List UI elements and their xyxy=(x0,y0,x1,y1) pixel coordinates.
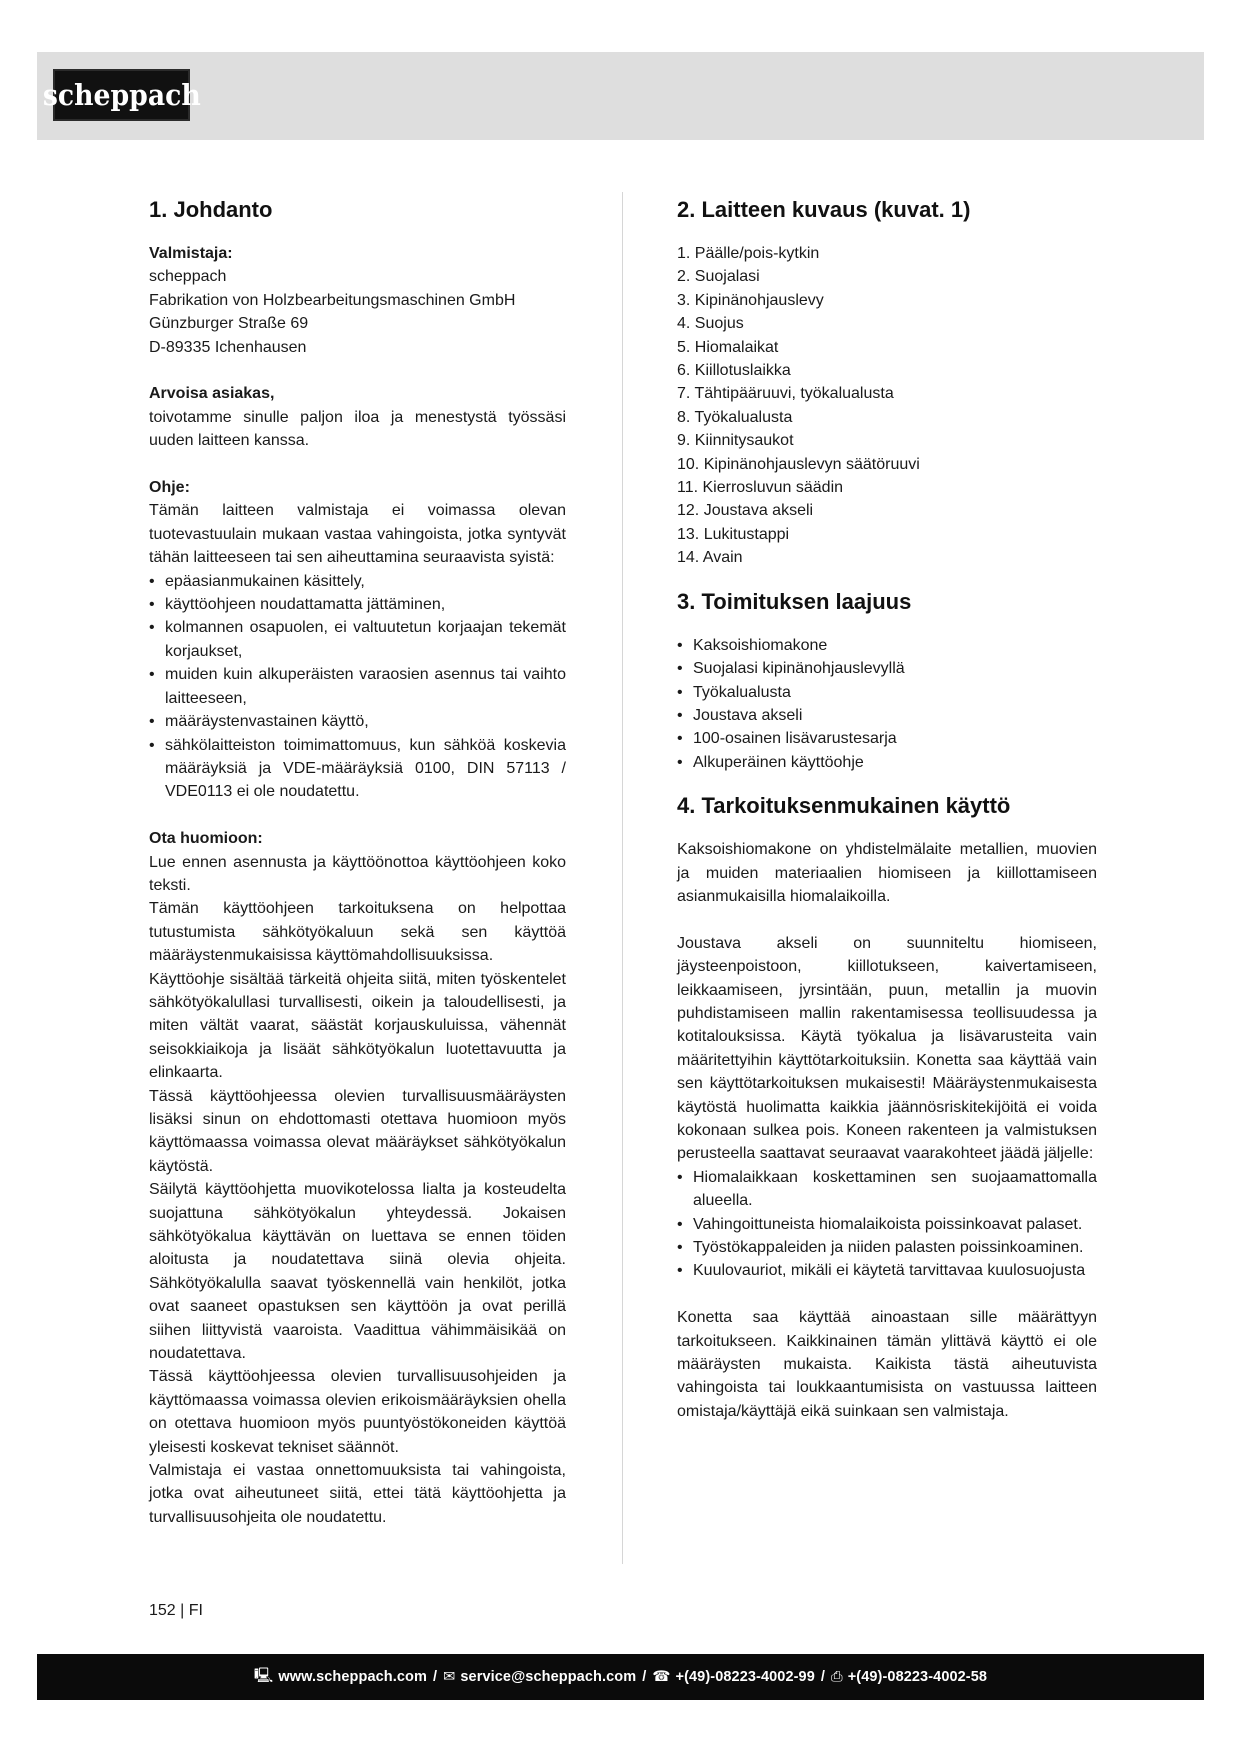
part-item: 5. Hiomalaikat xyxy=(677,338,779,356)
phone-number: +(49)-08223-4002-99 xyxy=(675,1669,815,1685)
attention-paragraph: Tässä käyttöohjeessa olevien turvallisuusmääräysten lisäksi sinun on ehdottomasti otettava huomioon myös käyttömaassa voimassa olevat määräykset sähkötyökalun käytöstä. xyxy=(149,1087,566,1175)
attention-label: Ota huomioon: xyxy=(149,830,263,848)
manufacturer-line: D-89335 Ichenhausen xyxy=(149,338,307,356)
part-item: 11. Kierrosluvun säädin xyxy=(677,479,844,497)
page-header xyxy=(37,52,1204,140)
part-item: 14. Avain xyxy=(677,549,743,567)
page-number: 152 | FI xyxy=(149,1602,203,1619)
logo-text: scheppach xyxy=(42,78,201,112)
part-item: 13. Lukitustappi xyxy=(677,525,790,543)
attention-paragraph: Säilytä käyttöohjetta muovikotelossa lialta ja kosteudelta suojattuna sähkötyökalun yhteydessä. Jokaisen sähkötyökalua käyttävän on luettava se ennen töiden aloitusta ja noudatettava siinä olevia ohjeita. Sähkötyökalulla saavat työskennellä vain henkilöt, jotka ovat saaneet opastuksen sen käyttöön ja ovat perillä siihen liittyvistä vaaroista. Vaadittua vähimmäisikää on noudatettava. xyxy=(149,1181,566,1363)
phone-icon: ☎ xyxy=(652,1669,671,1685)
list-item: • 100-osainen lisävarustesarja xyxy=(677,727,1097,750)
website-link[interactable]: www.scheppach.com xyxy=(278,1669,427,1685)
list-item: • Työkalualusta xyxy=(677,681,1097,704)
risk-list xyxy=(677,1166,1097,1283)
part-item: 4. Suojus xyxy=(677,315,744,333)
section-1-title: 1. Johdanto xyxy=(149,197,273,222)
manufacturer-line: Günzburger Straße 69 xyxy=(149,315,309,333)
attention-paragraph: Käyttöohje sisältää tärkeitä ohjeita siitä, miten työskentelet sähkötyökalullasi turvallisesti, oikein ja taloudellisesti, ja miten vältät vaarat, säästät korjauskuluissa, vähennät seisokkiaikoja ja lisäät sähkötyökalun luotettavuutta ja elinkaarta. xyxy=(149,970,566,1082)
attention-paragraph: Lue ennen asennusta ja käyttöönottoa käyttöohjeen koko teksti. xyxy=(149,853,566,894)
list-item: • muiden kuin alkuperäisten varaosien asennus tai vaihto laitteeseen, xyxy=(149,663,566,710)
list-item: • Vahingoittuneista hiomalaikoista poissinkoavat palaset. xyxy=(677,1213,1097,1236)
part-item: 2. Suojalasi xyxy=(677,268,760,286)
manufacturer-line: scheppach xyxy=(149,268,227,286)
customer-text: toivotamme sinulle paljon iloa ja menestystä työssäsi uuden laitteen kanssa. xyxy=(149,408,566,450)
separator: / xyxy=(820,1669,826,1685)
note-label: Ohje: xyxy=(149,479,190,497)
fax-icon: ⎙ xyxy=(831,1669,843,1685)
list-item: • Hiomalaikkaan koskettaminen sen suojaamattomalla alueella. xyxy=(677,1166,1097,1213)
manufacturer-line: Fabrikation von Holzbearbeitungsmaschinen GmbH xyxy=(149,291,516,309)
list-item: • sähkölaitteiston toimimattomuus, kun sähköä koskevia määräyksiä ja VDE-määräyksiä 0100, DIN 57113 / VDE0113 ei ole noudatettu. xyxy=(149,734,566,804)
part-item: 7. Tähtipääruuvi, työkalualusta xyxy=(677,385,894,403)
manufacturer-label: Valmistaja: xyxy=(149,245,233,262)
part-item: 8. Työkalualusta xyxy=(677,408,793,426)
note-text: Tämän laitteen valmistaja ei voimassa olevan tuotevastuulain mukaan vastaa vahingoista, jotka syntyvät tähän laitteeseen tai sen aiheuttamina seuraavista syistä: xyxy=(149,502,566,567)
use-paragraph: Konetta saa käyttää ainoastaan sille määrättyyn tarkoitukseen. Kaikkinainen tämän ylittävä käyttö ei ole määräysten mukaista. Kaikista tästä aiheutuvista vahingoista tai loukkaantumisista on vastuussa laitteen omistaja/käyttäjä eikä suinkaan sen valmistaja. xyxy=(677,1309,1097,1420)
scheppach-logo xyxy=(42,69,201,121)
section-3-title: 3. Toimituksen laajuus xyxy=(677,588,912,614)
email-link[interactable]: service@scheppach.com xyxy=(460,1669,637,1685)
customer-label: Arvoisa asiakas, xyxy=(149,385,275,403)
list-item: • määräystenvastainen käyttö, xyxy=(149,710,566,733)
computer-icon: 🖳 xyxy=(253,1667,274,1684)
list-item: • Kaksoishiomakone xyxy=(677,634,1097,657)
part-item: 9. Kiinnitysaukot xyxy=(677,432,794,450)
section-2-title: 2. Laitteen kuvaus (kuvat. 1) xyxy=(677,197,971,222)
part-item: 1. Päälle/pois-kytkin xyxy=(677,245,820,262)
right-column xyxy=(677,190,1097,1423)
note-list xyxy=(149,570,566,804)
page-footer xyxy=(37,1654,1204,1700)
part-item: 12. Joustava akseli xyxy=(677,502,814,520)
left-column xyxy=(149,190,566,1529)
list-item: • Alkuperäinen käyttöohje xyxy=(677,751,1097,774)
separator: / xyxy=(432,1669,438,1685)
part-item: 3. Kipinänohjauslevy xyxy=(677,291,824,309)
mail-icon: ✉ xyxy=(443,1669,456,1685)
list-item: • Suojalasi kipinänohjauslevyllä xyxy=(677,657,1097,680)
list-item: • Joustava akseli xyxy=(677,704,1097,727)
list-item: • Kuulovauriot, mikäli ei käytetä tarvittavaa kuulosuojusta xyxy=(677,1259,1097,1282)
use-paragraph: Joustava akseli on suunniteltu hiomiseen, jäysteenpoistoon, kiillotukseen, kaivertamiseen, leikkaamiseen, jyrsintään, puun, metallin ja muovin puhdistamiseen mallin rakentamisessa teollisuudessa ja kotitalouksissa. Käytä työkalua ja lisävarusteita vain määritettyihin käyttötarkoituksiin. Konetta saa käyttää vain sen käyttötarkoituksen mukaisesti! Määräystenmukaisesta käytöstä huolimatta kaikkia jäännösriskitekijöitä ei voida kokonaan sulkea pois. Koneen rakenteen ja valmistuksen perusteella saattavat seuraavat vaarakohteet jäädä jäljelle: xyxy=(677,934,1097,1163)
part-item: 10. Kipinänohjauslevyn säätöruuvi xyxy=(677,455,920,473)
column-divider xyxy=(622,192,623,1564)
list-item: • epäasianmukainen käsittely, xyxy=(149,570,566,593)
parts-list xyxy=(677,242,1097,570)
list-item: • Työstökappaleiden ja niiden palasten poissinkoaminen. xyxy=(677,1236,1097,1259)
attention-paragraph: Tämän käyttöohjeen tarkoituksena on helpottaa tutustumista sähkötyökaluun sekä sen käyttöä määräystenmukaisissa käyttömahdollisuuksissa. xyxy=(149,900,566,965)
fax-number: +(49)-08223-4002-58 xyxy=(847,1669,988,1685)
separator: / xyxy=(642,1669,647,1685)
part-item: 6. Kiillotuslaikka xyxy=(677,362,791,380)
use-paragraph: Kaksoishiomakone on yhdistelmälaite metallien, muovien ja muiden materiaalien hiomiseen ja kiillottamiseen asianmukaisilla hiomalaikoilla. xyxy=(677,841,1097,905)
list-item: • käyttöohjeen noudattamatta jättäminen, xyxy=(149,593,566,616)
section-4-title: 4. Tarkoituksenmukainen käyttö xyxy=(677,793,1011,819)
list-item: • kolmannen osapuolen, ei valtuutetun korjaajan tekemät korjaukset, xyxy=(149,616,566,663)
scope-list xyxy=(677,634,1097,774)
attention-paragraph: Valmistaja ei vastaa onnettomuuksista tai vahingoista, jotka ovat aiheutuneet siitä, ettei tätä käyttöohjetta ja turvallisuusohjeita ole noudatettu. xyxy=(149,1462,566,1526)
attention-paragraph: Tässä käyttöohjeessa olevien turvallisuusohjeiden ja käyttömaassa voimassa olevien erikoismääräyksien ohella on otettava huomioon myös puuntyöstökoneiden käyttöä yleisesti koskevat tekniset säännöt. xyxy=(149,1368,566,1456)
